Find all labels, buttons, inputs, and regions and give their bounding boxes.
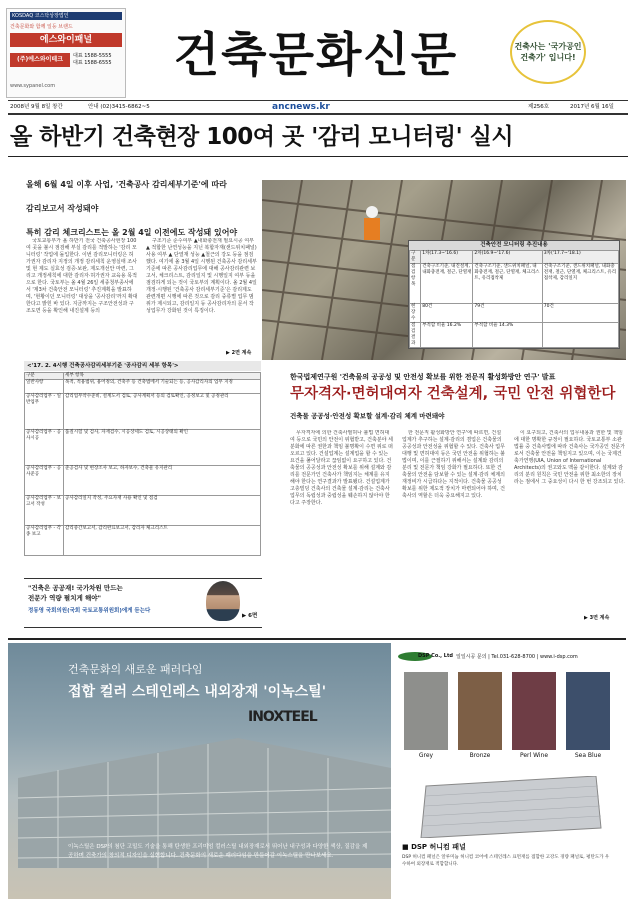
masthead-title: 건축문화신문	[173, 28, 459, 83]
lt-r1c0: 공사감리업무 - 일반업무	[25, 394, 64, 430]
lt-h1: 세부 항목	[64, 373, 261, 380]
mt-r0c3: 건축구조기준, 샌드위치패널, 내화충전재, 철근, 단열재, 체크리스트, 유리접착제, 감리일지	[542, 264, 618, 304]
swatch-label-grey: Grey	[418, 752, 434, 759]
ad-tel-1: 대표 1588-5555	[73, 53, 112, 59]
lead-col-2-text: 구조기준 준수여부 ▲내화충전재 필요시공 여부 ▲ 적합한 난연성능을 지닌 복합자재(샌드위치패널) 사용 여부 ▲ 단열재 성능 ▲철근의 강도 등을 점검했다. 여기에 올 3월 4일 시행된 건축공사 감리세부기준에 따른 공사감리업무에 대해 공사감리관련 보고서, 체크리스트, 감리일지 및 시행일지 여부 등을 점검하게 되는 것이 국토부의 계획이다. 올 2월 4일 개정·시행된 '건축공사 감리세부기준'은 감리제도 관련개편 시행에 따른 것으로 감리 중류별 업무 범위가 제시되고, 감리일지 등 공사감리자의 문서 작성업무가 강화된 것이 특징이다.	[146, 238, 257, 314]
lt-r5c0: 공사감리업무 - 각종 보고	[25, 526, 64, 556]
ad-brand-logo: INOXTEEL	[248, 709, 317, 725]
contact-info: 안내 (02)3415-6862~5	[88, 104, 150, 110]
mt-r0c1: 건축구조기준, 내진설계, 내화충전재, 철근, 단열재	[421, 264, 473, 304]
issue-number: 제256호	[528, 104, 550, 110]
swatch-perl-wine	[512, 672, 556, 750]
lt-h0: 구분	[25, 373, 64, 380]
mt-r1c0: 현장 수	[410, 304, 421, 323]
panel-title: ■ DSP 허니컴 패널	[402, 843, 466, 851]
quote-page-ref: ▶ 6면	[242, 613, 258, 619]
second-col-3-text: 이 요구되고, 건축사의 업무내용과 권한 및 책임에 대한 명확한 규정이 필요하다. 국토교통부 소관 법률 중 건축사법에 따라 건축사는 국가공인 전문가로서 건축물 안전을 책임지고 있으며, 이는 국제건축가연맹(UIA, Union of International Architects)의 권고와도 맥을 같이한다. 설계와 감리의 분리 원칙은 국민 안전을 위한 최소한의 장치라는 점에서 그 중요성이 다시 한 번 강조되고 있다.	[514, 430, 625, 485]
quote-box[interactable]	[24, 578, 262, 628]
swatch-label-sea-blue: Sea Blue	[574, 752, 602, 759]
quote-page-text: 6면	[248, 613, 258, 619]
deck-line-2: 감리보고서 작성돼야	[26, 204, 99, 213]
lead-body-col-1	[26, 238, 138, 358]
deck-line-3: 특히 감리 체크리스트는 올 2월 4일 이전에도 작성돼 있어야	[26, 228, 238, 237]
lt-r3c1: 준공검사 및 현장조사 보고, 하자보수, 건축물 유지관리	[64, 466, 261, 496]
panel-desc: DSP 허니컴 패널은 알루미늄 허니컴 코어에 스테인레스 표면재를 접합한 고강도 경량 패널로, 평탄도가 우수하여 외장재로 적합합니다.	[402, 855, 610, 867]
ad-tel-2: 대표 1588-6555	[73, 60, 112, 66]
monitor-table-box	[408, 240, 620, 349]
lt-r1c1: 감리업무착수준비, 설계도서 검토, 공사계획서 등의 검토확인, 공정보고 및 공정관리	[64, 394, 261, 430]
ad-divider	[8, 638, 626, 640]
ad-name-1: 에스와이패널	[10, 33, 122, 47]
top-left-ad[interactable]	[6, 8, 126, 98]
mt-r2c2: 부적합 비율 14.3%	[473, 323, 542, 348]
quote-attribution: 정동영 국회의원(국회 국토교통위원회)에게 듣는다	[28, 608, 151, 614]
lt-r4c1: 공사감리일지 작성, 주요자재 사용 확인 및 점검	[64, 496, 261, 526]
swatches	[404, 672, 614, 772]
ad-brand: KOSDAQ 코스닥상장법인	[10, 12, 122, 20]
panel-title-text: DSP 허니컴 패널	[411, 843, 466, 851]
monitor-table	[409, 250, 619, 348]
swatch-bronze	[458, 672, 502, 750]
dsp-info: 일일시공 문의 | Tel.031-628-8700 | www.i-dsp.com	[456, 654, 578, 660]
lt-r0c1: 목적, 적용범위, 용어정의, 건축주 등 건축법에서 기술되는 등, 공사감리자의 업무 지정	[64, 380, 261, 394]
mt-r1c1: 80건	[421, 304, 473, 323]
ad-line-1: 건축문화의 새로운 패러다임	[68, 663, 203, 676]
mt-h0: 구분	[410, 251, 421, 264]
dateline	[8, 100, 628, 115]
issue-date: 2017년 6월 16일	[570, 104, 614, 110]
second-col-2	[402, 430, 505, 624]
quote-line-1: "건축은 공공재! 국가차원 만드는	[28, 584, 123, 592]
inoxteel-ad[interactable]	[8, 643, 391, 899]
lt-r2c1: 품질시험 및 검사, 자재검수, 시공상세도 검토, 시공상태의 확인	[64, 430, 261, 466]
slogan-badge: 건축사는 '국가공인건축가' 입니다!	[510, 20, 586, 84]
established-date: 2008년 9월 8일 창간	[10, 104, 63, 110]
mt-r2c1: 부적합 비율 16.2%	[421, 323, 473, 348]
deck-line-1: 올해 6월 4일 이후 사업, '건축공사 감리세부기준'에 따라	[26, 180, 227, 189]
lead-headline: 올 하반기 건축현장 100여 곳 '감리 모니터링' 실시	[10, 124, 514, 150]
second-col-1	[290, 430, 393, 624]
mt-r0c2: 건축구조기준, 샌드위치패널, 내화충전재, 철근, 단열재, 체크리스트, 유리접착제	[473, 264, 542, 304]
mt-r1c2: 79건	[473, 304, 542, 323]
second-headline: 무자격자·면허대여자 건축설계, 국민 안전 위협한다	[290, 386, 616, 402]
lead-col-1-text: 국토교통부가 올 하반기 전국 건축공사현장 100여 곳을 불시 점검해 부실 감리를 적발하는 '감리 모니터링' 작업에 돌입한다. 이번 감리모니터링은 허가권자 감리자 지정의 개정 감리세칙 운영실태 조사 및 현 제도 실효성 검증·보완, 제도개선안 마련, 그리고 개정세칙에 대한 감리자·허가권자 교육용 목적으로 한다. 국토부는 올 4월 26일 세종청부종사에서 '제3차 건축안전 모니터링' 추진계획을 발표하며, '현황이던 모니터링' 대상을 '공사감리'까지 확대한다고 밝힌 바 있다. 지금까지는 구조안전성과 구조도면 등을 확인해 내진설계 등의	[26, 238, 138, 314]
lt-r5c1: 감리중간보고서, 감리완료보고서, 감리자 체크리스트	[64, 526, 261, 556]
left-table-title: <'17. 2. 4시행 건축공사감리세부기준 '공사감리 세부 항목'>	[24, 361, 261, 371]
quote-line-2: 전문가 역량 펼치게 해야"	[28, 594, 101, 602]
mt-r1c3: 70건	[542, 304, 618, 323]
ad-name-2: (주)에스와이테크	[10, 53, 70, 67]
ad-body: 이녹스틸은 DSP의 첨단 고밀도 기술을 통해 탄생한 프리미엄 컬러스틸 내외장재로서 뛰어난 내구성과 다양한 색상, 질감을 제공하며 건축가의 창의적 디자인을 실현합니다. 건축문화의 새로운 패러다임을 만들어갈 이녹스틸을 만나보세요.	[68, 844, 368, 859]
avatar	[206, 581, 240, 621]
honeycomb-panel-image	[416, 776, 606, 838]
dsp-company: DSP Co., Ltd	[418, 653, 453, 659]
second-col-2-text: 한 전문직 활성화방안 연구'에 따르면, 건설업계가 추구하는 설계·감리의 겸업은 건축물의 공공성과 안전성을 위협할 수 있다. 건축사 업무 대행 및 면허대여 등은 국민 안전을 위협하는 불법이며, 이를 근절하기 위해서는 설계와 감리의 분리 및 전문가 책임 강화가 필요하다. 또한 건축물의 안전을 담보할 수 있는 설계·감리 체계의 재정비가 시급하다는 지적이다. 건축물 공공성 확보를 위한 제도적 장치가 마련되어야 하며, 건축사의 역할은 더욱 중요해지고 있다.	[402, 430, 505, 499]
lead-continued: ▶ 2면 계속	[226, 350, 252, 356]
second-kicker: 한국법제연구원 '건축물의 공공성 및 안전성 확보를 위한 전문직 활성화방안 연구' 발표	[290, 373, 556, 381]
lt-r2c0: 공사감리업무 - 공사시공	[25, 430, 64, 466]
swatch-sea-blue	[566, 672, 610, 750]
lead-continued-text: 2면 계속	[231, 350, 252, 356]
second-continued-text: 3면 계속	[589, 615, 610, 621]
swatch-label-bronze: Bronze	[469, 752, 491, 759]
second-continued: ▶ 3면 계속	[584, 615, 610, 621]
second-col-3	[514, 430, 626, 610]
mt-h2: 2차(16.9~'17.6)	[473, 251, 542, 264]
dsp-ad[interactable]	[396, 648, 622, 899]
lead-body-col-2	[146, 238, 258, 350]
swatch-grey	[404, 672, 448, 750]
ad-tagline: 건축문화와 함께 일등 브랜드	[10, 24, 73, 30]
second-subhead: 건축물 공공성·안전성 확보할 설계·감리 체계 마련돼야	[290, 412, 445, 420]
second-col-1-text: 무자격자에 의한 건축사필허나 불법 면허대여 등으로 국민의 안전이 위협받고, 건축분야 세분화에 따른 권한과 책임 불명확이 수면 위로 떠오르고 있다. 건설업계는 설계업을 할 수 있는 요건을 풀어달라고 끊임없이 요구하고 있다. 건축물의 공공성과 안전성 확보를 위해 설계와 감리를 전문가인 건축사가 책임지는 체계를 유지해야 한다는 연구결과가 발표됐다. 건설업계가 고층빌딩 건축사의 건축물 설계·감리는 건축사 업무의 독립성과 중립성을 훼손하지 않아야 한다고 주장한다.	[290, 430, 393, 506]
mt-r0c0: 점검항목	[410, 264, 421, 304]
left-table	[24, 372, 261, 556]
divider	[8, 156, 628, 157]
monitor-table-title: 건축안전 모니터링 추진내용	[409, 241, 619, 250]
lt-r3c0: 공사감리업무 - 공사준공	[25, 466, 64, 496]
site-link[interactable]: ancnews.kr	[272, 102, 330, 112]
mt-r2c3	[542, 323, 618, 348]
mt-r2c0: 점검결과	[410, 323, 421, 348]
mt-h1: 1차(17.3~'16.6)	[421, 251, 473, 264]
ad-line-2: 접합 컬러 스테인레스 내외장재 '이녹스틸'	[68, 684, 326, 700]
lead-deck	[26, 178, 262, 240]
ad-site: www.sypanel.com	[10, 83, 56, 89]
lt-r4c0: 공사감리업무 - 보고서 작성	[25, 496, 64, 526]
mt-h3: 3차('17.7~'18.1)	[542, 251, 618, 264]
swatch-label-perl-wine: Perl Wine	[519, 752, 549, 759]
lt-r0c0: 일반사항	[25, 380, 64, 394]
